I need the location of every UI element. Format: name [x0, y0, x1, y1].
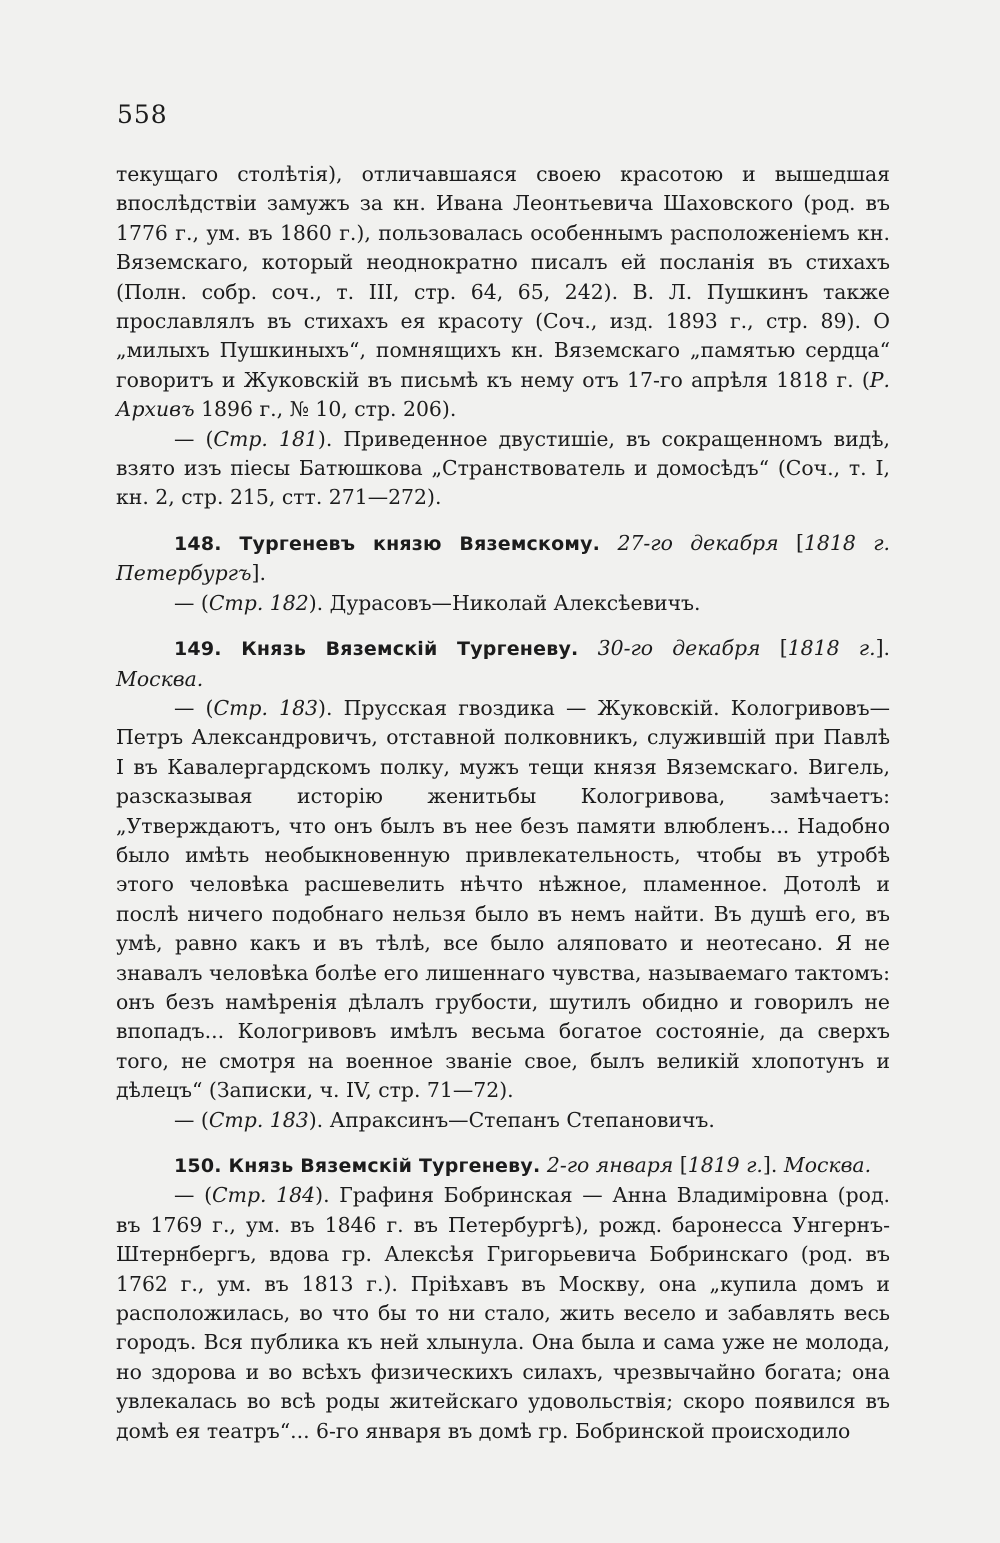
italic-text: 1818 г. Петербургъ	[116, 530, 890, 586]
text-run: — (	[174, 695, 214, 720]
text-run	[578, 636, 597, 660]
italic-text: Стр. 182	[208, 590, 309, 615]
text-run: [	[760, 636, 788, 661]
italic-text: 1818 г.	[787, 636, 876, 661]
italic-text: Стр. 183	[213, 695, 319, 720]
text-run: [	[673, 1153, 688, 1177]
text-run: ].	[251, 561, 266, 586]
italic-text: Стр. 184	[212, 1183, 316, 1208]
text-run: — (	[174, 1107, 209, 1132]
text-run: — (	[174, 426, 214, 451]
italic-text: 27-го декабря	[617, 530, 779, 555]
section-heading	[116, 529, 890, 589]
text-run: ). Дурасовъ—Николай Алексѣевичъ.	[308, 590, 701, 615]
text-run: ). Графиня Бобринская — Анна Владиміровна (род. въ 1769 г., ум. въ 1846 г. въ Петербургѣ), рожд. баронесса Унгернъ-Штернбергъ, вдова гр. Алексѣя Григорьевича Бобринскаго (род. въ 1762 г., ум. въ 1813 г.). Пріѣхавъ въ Москву, она „купила домъ и расположилась, во что бы то ни стало, жить весело и забавлять весь городъ. Вся публика къ ней хлынула. Она была и сама уже не молода, но здорова и во всѣхъ физическихъ силахъ, чрезвычайно богата; она увлекалась во всѣ роды житейскаго удовольствія; скоро появился въ домѣ ея театръ“... 6-го января въ домѣ гр. Бобринской происходило	[116, 1183, 890, 1443]
italic-text: 30-го декабря	[597, 636, 761, 661]
italic-text: Стр. 181	[213, 426, 318, 451]
text-run: — (	[174, 1183, 213, 1208]
text-run: — (	[174, 590, 209, 615]
section-title: 148. Тургеневъ князю Вяземскому.	[174, 532, 601, 555]
italic-text: Стр. 183	[208, 1107, 309, 1132]
text-run: ].	[875, 636, 890, 661]
section-heading	[116, 1151, 890, 1181]
section-title: 149. Князь Вяземскій Тургеневу.	[174, 638, 579, 661]
section-heading	[116, 634, 890, 694]
italic-text: 2-го января	[546, 1153, 674, 1177]
text-run: текущаго столѣтія), отличавшаяся своею красотою и вышедшая впослѣдствіи замужъ за кн. Ивана Леонтьевича Шаховского (род. въ 1776 г., ум. въ 1860 г.), пользовалась особеннымъ расположеніемъ кн. Вяземскаго, который неоднократно писалъ ей посланія въ стихахъ (Полн. собр. соч., т. III, стр. 64, 65, 242). В. Л. Пушкинъ также прославлялъ въ стихахъ ея красоту (Соч., изд. 1893 г., стр. 89). О „милыхъ Пушкиныхъ“, помнящихъ кн. Вяземскаго „памятью сердца“ говоритъ и Жуковскій въ письмѣ къ нему отъ 17-го апрѣля 1818 г. (	[116, 162, 890, 392]
italic-text: Р. Архивъ	[116, 367, 890, 422]
body-text	[116, 160, 890, 1446]
paragraph	[116, 589, 890, 618]
text-run: ). Прусская гвоздика — Жуковскій. Кологривовъ—Петръ Александровичъ, отставной полковникъ, служившій при Павлѣ I въ Кавалергардскомъ полку, мужъ тещи князя Вяземскаго. Вигель, разсказывая исторію женитьбы Кологривова, замѣчаетъ: „Утверждаютъ, что онъ былъ въ нее безъ памяти влюбленъ... Надобно было имѣть необыкновенную привлекательность, чтобы въ утробѣ этого человѣка расшевелить нѣчто нѣжное, пламенное. Дотолѣ и послѣ ничего подобнаго нельзя было въ немъ найти. Въ душѣ его, въ умѣ, равно какъ и въ тѣлѣ, все было аляповато и неотесано. Я не знавалъ человѣка болѣе его лишеннаго чувства, называемаго тактомъ: онъ безъ намѣренія дѣлалъ грубости, шутилъ обидно и говорилъ не впопадъ... Кологривовъ имѣлъ весьма богатое состояніе, да сверхъ того, не смотря на военное званіе свое, былъ великій хлопотунъ и дѣлецъ“ (Записки, ч. IV, стр. 71—72).	[116, 695, 891, 1103]
text-run: ].	[762, 1153, 784, 1177]
text-run	[600, 531, 617, 555]
paragraph	[116, 1106, 890, 1135]
paragraph	[116, 694, 890, 1106]
italic-text: 1819 г.	[687, 1153, 763, 1177]
italic-text: Москва.	[116, 666, 204, 691]
italic-text: Москва.	[783, 1153, 872, 1177]
text-run: 1896 г., № 10, стр. 206).	[194, 397, 457, 422]
paragraph	[116, 425, 890, 513]
paragraph	[116, 160, 890, 425]
page-number: 558	[117, 100, 168, 129]
text-run: ). Приведенное двустишіе, въ сокращенномъ видѣ, взято изъ піесы Батюшкова „Странствователь и домосѣдъ“ (Соч., т. I, кн. 2, стр. 215, стт. 271—272).	[116, 426, 890, 510]
text-run: ). Апраксинъ—Степанъ Степановичъ.	[308, 1107, 715, 1132]
paragraph	[116, 1181, 890, 1446]
section-title: 150. Князь Вяземскій Тургеневу.	[174, 1155, 541, 1177]
text-run: [	[778, 530, 804, 555]
